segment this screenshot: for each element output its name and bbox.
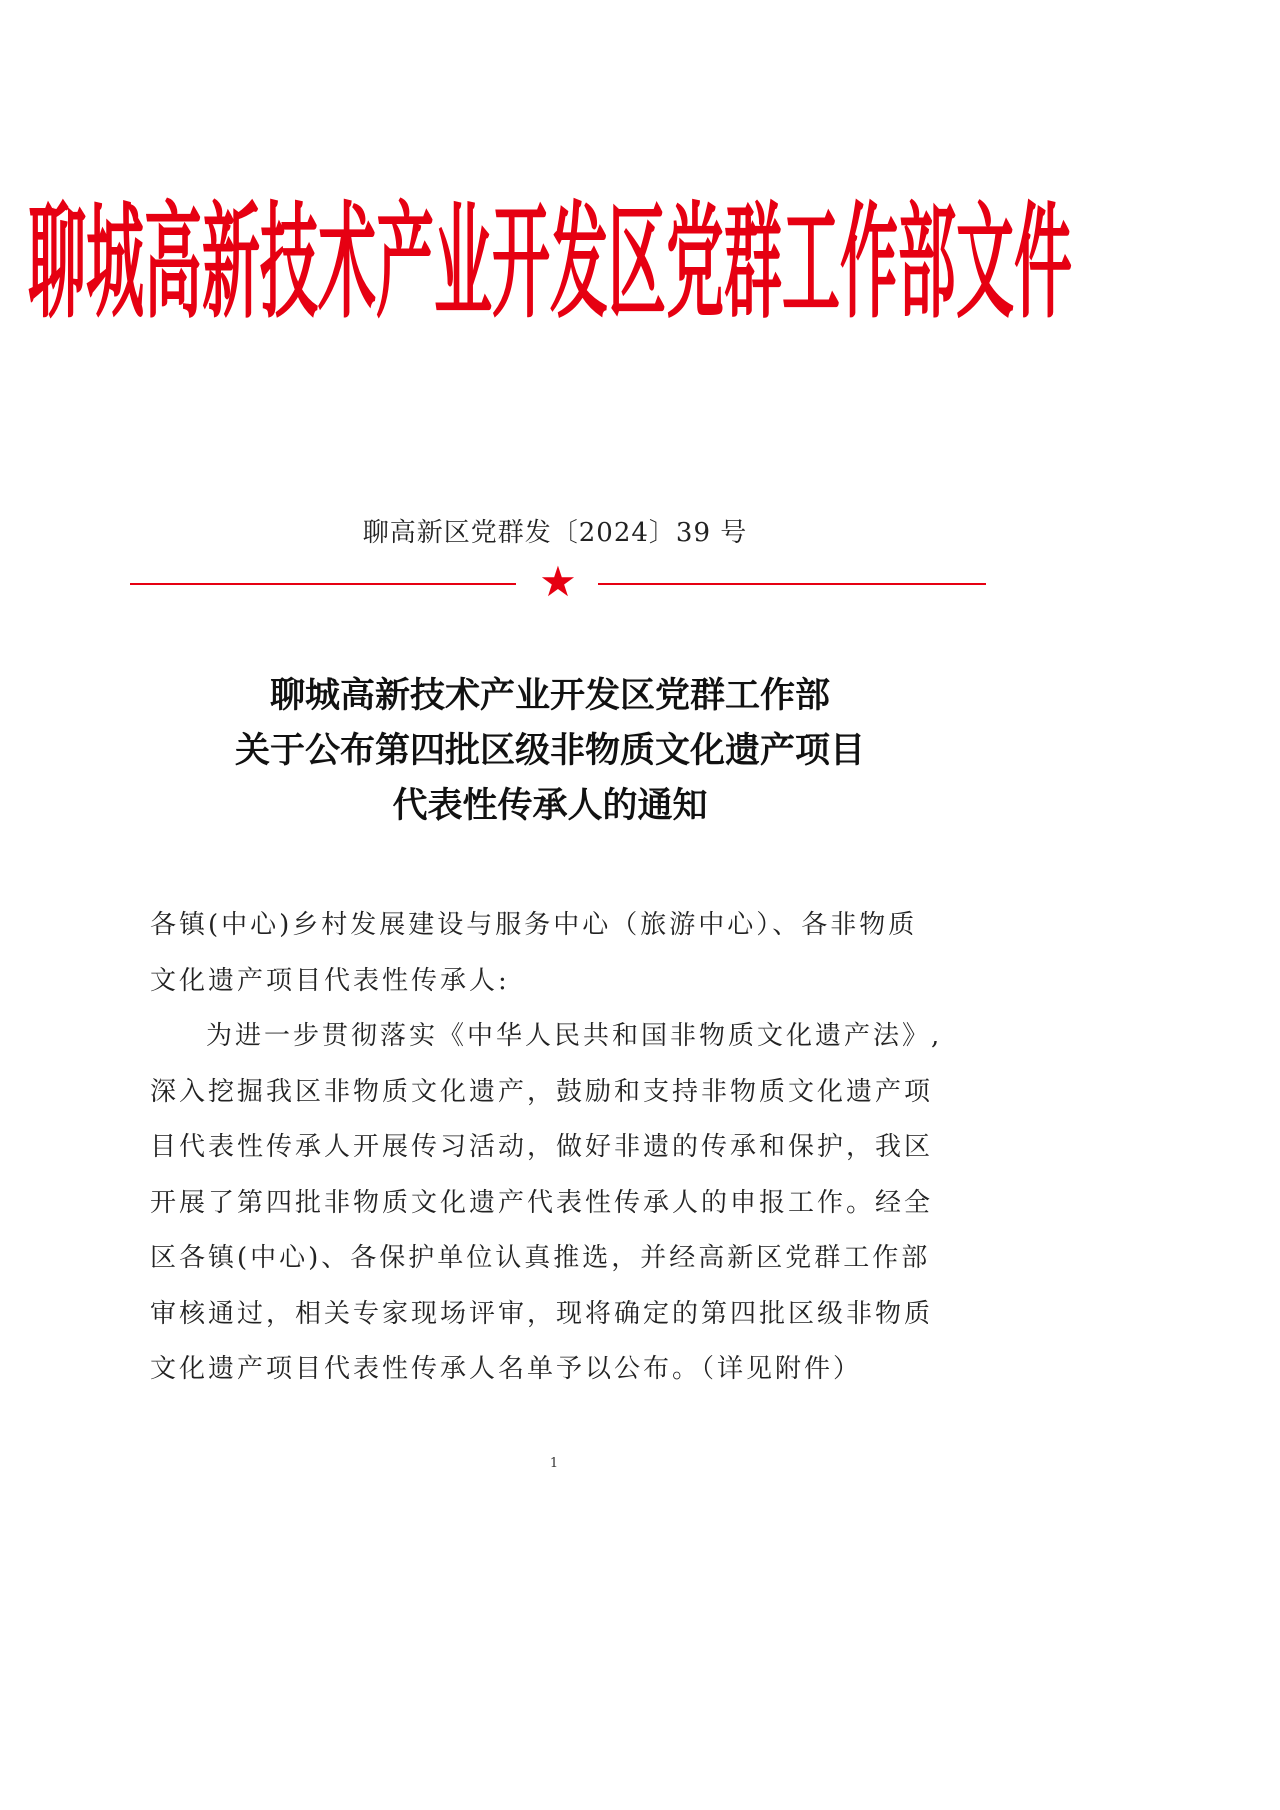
- notice-title: [0, 668, 1100, 833]
- red-divider-left: [130, 583, 516, 585]
- title-line: 代表性传承人的通知: [392, 785, 708, 826]
- paragraph-line: 目代表性传承人开展传习活动，做好非遗的传承和保护，我区: [150, 1132, 934, 1162]
- paragraph-line: 区各镇(中心)、各保护单位认真推选，并经高新区党群工作部: [150, 1243, 931, 1273]
- addressee-line: 各镇(中心)乡村发展建设与服务中心（旅游中心）、各非物质: [150, 910, 918, 940]
- paragraph-line: 为进一步贯彻落实《中华人民共和国非物质文化遗产法》,: [206, 1021, 943, 1051]
- document-number: 聊高新区党群发〔2024〕39 号: [362, 518, 748, 548]
- paragraph-line: 审核通过，相关专家现场评审，现将确定的第四批区级非物质: [150, 1298, 934, 1329]
- red-divider-right: [598, 583, 986, 585]
- title-line: 聊城高新技术产业开发区党群工作部: [269, 675, 830, 716]
- page-number: 1: [549, 1456, 559, 1471]
- notice-body: [150, 898, 962, 1398]
- addressee-line: 文化遗产项目代表性传承人:: [150, 965, 510, 996]
- star-icon: ★: [539, 557, 577, 606]
- paragraph-line: 开展了第四批非物质文化遗产代表性传承人的申报工作。经全: [150, 1187, 934, 1218]
- title-line: 关于公布第四批区级非物质文化遗产项目: [234, 730, 865, 771]
- paragraph-line: 深入挖掘我区非物质文化遗产，鼓励和支持非物质文化遗产项: [150, 1076, 934, 1107]
- document-masthead: 聊城高新技术产业开发区党群工作部文件: [27, 189, 1072, 336]
- paragraph-line: 文化遗产项目代表性传承人名单予以公布。（详见附件）: [150, 1354, 863, 1384]
